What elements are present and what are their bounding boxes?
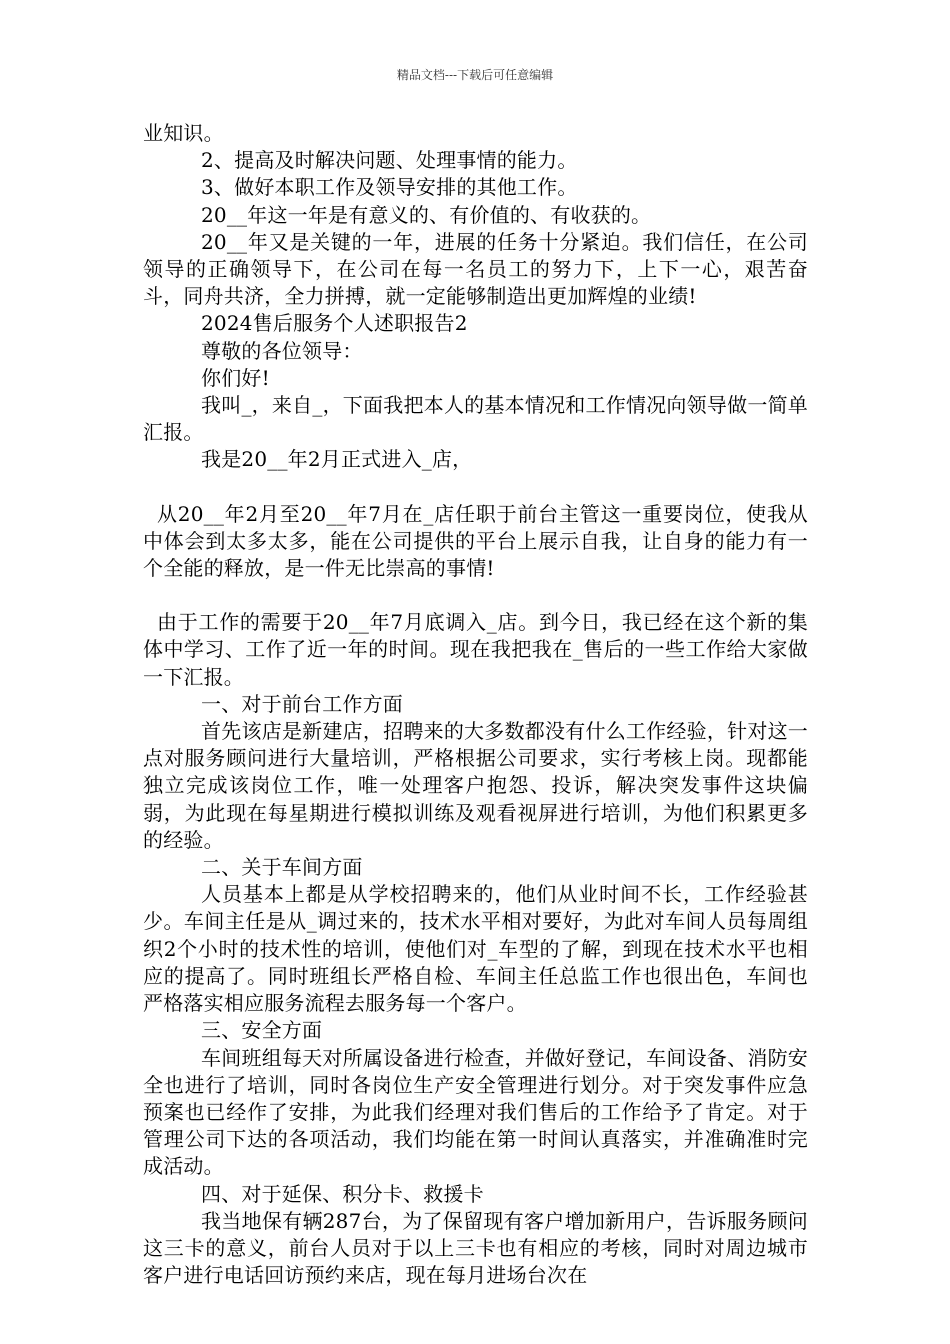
paragraph: 我当地保有辆287台，为了保留现有客户增加新用户，告诉服务顾问这三卡的意义，前台人员对于以上三卡也有相应的考核，同时对周边城市客户进行电话回访预约来店，现在每月进场台次在 <box>143 1208 808 1288</box>
subheading: 二、关于车间方面 <box>201 855 363 880</box>
document-body <box>143 120 808 1289</box>
subheading: 一、对于前台工作方面 <box>201 691 403 716</box>
paragraph: 由于工作的需要于20__年7月底调入_店。到今日，我已经在这个新的集体中学习、工作了近一年的时间。现在我把我在_售后的一些工作给大家做一下汇报。 <box>143 610 808 689</box>
paragraph: 首先该店是新建店，招聘来的大多数都没有什么工作经验，针对这一点对服务顾问进行大量培训，严格根据公司要求，实行考核上岗。现都能独立完成该岗位工作，唯一处理客户抱怨、投诉，解决突发事件这块偏弱，为此现在每星期进行模拟训练及观看视屏进行培训，为他们积累更多的经验。 <box>143 719 808 852</box>
paragraph: 人员基本上都是从学校招聘来的，他们从业时间不长，工作经验甚少。车间主任是从_调过来的，技术水平相对要好，为此对车间人员每周组织2个小时的技术性的培训，使他们对_车型的了解，到现在技术水平也相应的提高了。同时班组长严格自检、车间主任总监工作也很出色，车间也严格落实相应服务流程去服务每一个客户。 <box>143 882 808 1016</box>
section-title: 2024售后服务个人述职报告2 <box>201 311 468 336</box>
page-header: 精品文档---下载后可任意编辑 <box>396 68 554 82</box>
greeting: 你们好! <box>201 365 270 390</box>
subheading: 三、安全方面 <box>201 1018 323 1043</box>
paragraph: 3、做好本职工作及领导安排的其他工作。 <box>201 175 578 200</box>
paragraph: 我是20__年2月正式进入_店， <box>201 447 473 472</box>
paragraph: 从20__年2月至20__年7月在_店任职于前台主管这一重要岗位，使我从中体会到太多太多，能在公司提供的平台上展示自我，让自身的能力有一个全能的释放，是一件无比崇高的事情! <box>143 501 808 581</box>
paragraph: 车间班组每天对所属设备进行检查，并做好登记，车间设备、消防安全也进行了培训，同时各岗位生产安全管理进行划分。对于突发事件应急预案也已经作了安排，为此我们经理对我们售后的工作给予了肯定。对于管理公司下达的各项活动，我们均能在第一时间认真落实，并准确准时完成活动。 <box>143 1045 808 1179</box>
paragraph: 业知识。 <box>143 121 224 145</box>
paragraph: 2、提高及时解决问题、处理事情的能力。 <box>201 148 578 173</box>
paragraph: 20__年又是关键的一年，进展的任务十分紧迫。我们信任，在公司领导的正确领导下，在公司在每一名员工的努力下，上下一心，艰苦奋斗，同舟共济，全力拼搏，就一定能够制造出更加辉煌的业绩! <box>143 229 808 309</box>
paragraph: 20__年这一年是有意义的、有价值的、有收获的。 <box>201 202 652 227</box>
paragraph: 我叫_，来自_，下面我把本人的基本情况和工作情况向领导做一简单汇报。 <box>143 393 808 445</box>
salutation: 尊敬的各位领导： <box>201 338 363 363</box>
subheading: 四、对于延保、积分卡、救援卡 <box>201 1181 484 1206</box>
